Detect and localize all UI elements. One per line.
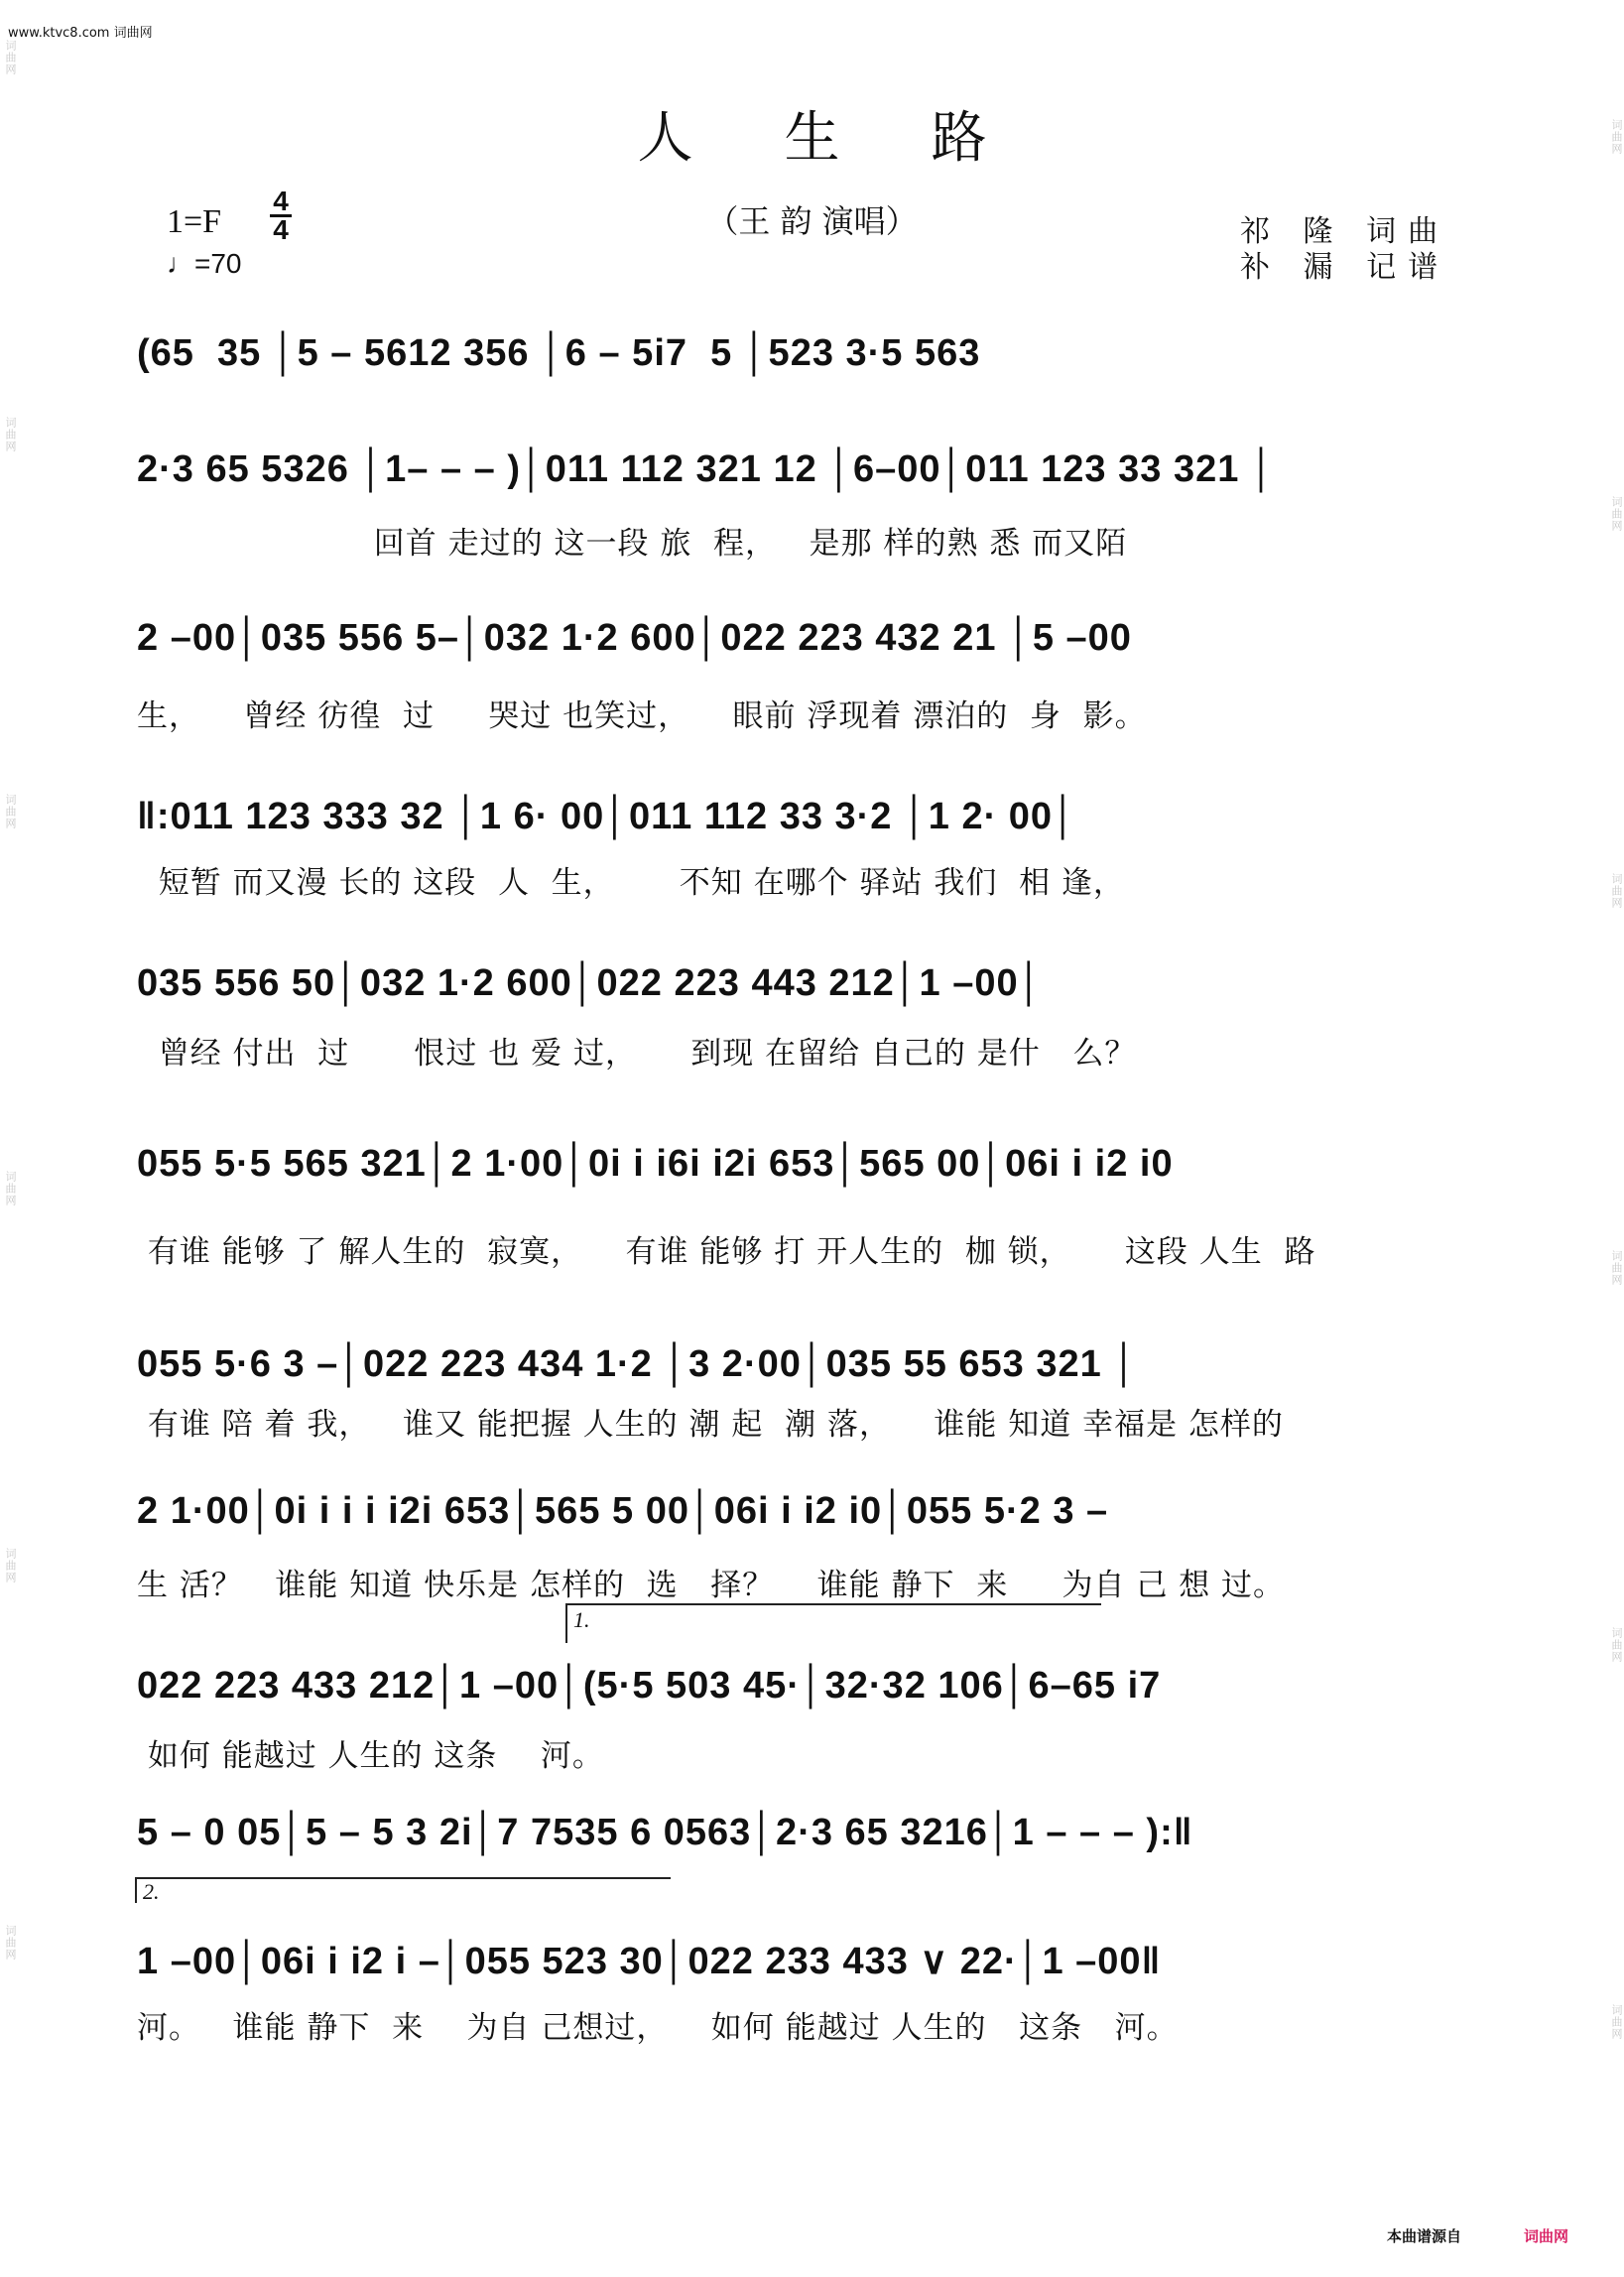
watermark-text: 词曲网: [4, 794, 17, 829]
score-line-9-lyrics: 如何 能越过 人生的 这条 河。: [137, 1738, 604, 1774]
credits: [1240, 214, 1449, 286]
performer-line: （王 韵 演唱）: [706, 202, 918, 240]
left-watermark-strip: [0, 0, 18, 2277]
watermark-text: 词曲网: [1610, 873, 1623, 909]
watermark-text: 词曲网: [4, 40, 17, 75]
score-line-3-lyrics: 生， 曾经 彷徨 过 哭过 也笑过， 眼前 浮现着 漂泊的 身 影。: [137, 698, 1147, 734]
transcriber: 补 漏 记谱: [1240, 250, 1450, 285]
watermark-text: 词曲网: [1610, 119, 1623, 155]
score-line-7-lyrics: 有谁 陪 着 我， 谁又 能把握 人生的 潮 起 潮 落， 谁能 知道 幸福是 怎样的: [137, 1407, 1284, 1443]
score-line-8-notes: 2 1·00│0i i i i i2i 653│565 5 00│06i i i2 i0│055 5·2 3 –: [137, 1490, 1109, 1532]
score-line-9-notes: 022 223 433 212│1 –00│(5·5 503 45·│32·32 106│6–65 i7: [137, 1665, 1162, 1707]
score-line-4-lyrics: 短暂 而又漫 长的 这段 人 生， 不知 在哪个 驿站 我们 相 逢，: [137, 865, 1125, 901]
lyricist-composer: 祁 隆 词曲: [1240, 214, 1450, 249]
watermark-text: 词曲网: [1610, 1250, 1623, 1286]
tempo-mark: ♩=70: [167, 248, 242, 279]
watermark-text: 词曲网: [4, 1548, 17, 1583]
watermark-text: 词曲网: [1610, 496, 1623, 532]
site-header-url: www.ktvc8.com 词曲网: [8, 26, 153, 41]
score-line-2-notes: 2·3 65 5326 │1– – – )│011 112 321 12 │6–00│011 123 33 321 │: [137, 448, 1276, 490]
volta-1-bracket-edge: [565, 1603, 567, 1643]
right-watermark-strip: [1606, 0, 1624, 2277]
time-signature-bottom: 4: [273, 214, 289, 245]
score-line-2-lyrics: 回首 走过的 这一段 旅 程， 是那 样的熟 悉 而又陌: [137, 526, 1128, 562]
score-line-10-notes: 5 – 0 05│5 – 5 3 2i│7 7535 6 0563│2·3 65 3216│1 – – – ):‖: [137, 1812, 1193, 1853]
watermark-text: 词曲网: [4, 1925, 17, 1961]
score-line-6-notes: 055 5·5 565 321│2 1·00│0i i i6i i2i 653│565 00│06i i i2 i0: [137, 1143, 1174, 1185]
score-line-5-notes: 035 556 50│032 1·2 600│022 223 443 212│1 –00│: [137, 962, 1044, 1004]
time-signature-top: 4: [273, 186, 289, 216]
volta-2-bracket: [135, 1877, 671, 1879]
watermark-text: 词曲网: [4, 417, 17, 452]
score-line-11-notes: 1 –00│06i i i2 i –│055 523 30│022 233 433 ∨ 22·│1 –00‖: [137, 1941, 1162, 1982]
footer-source: 本曲谱源自: [1387, 2227, 1462, 2245]
volta-2-bracket-edge: [135, 1877, 137, 1903]
score-line-1-notes: (65 35 │5 – 5612 356 │6 – 5i7 5 │523 3·5 563: [137, 332, 981, 374]
score-line-8-lyrics: 生 活？ 谁能 知道 快乐是 怎样的 选 择？ 谁能 静下 来 为自 己 想 过。: [137, 1568, 1286, 1603]
score-line-4-notes: ‖:011 123 333 32 │1 6· 00│011 112 33 3·2 │1 2· 00│: [137, 796, 1077, 837]
song-title: 人生路: [637, 106, 1078, 171]
score-line-6-lyrics: 有谁 能够 了 解人生的 寂寞， 有谁 能够 打 开人生的 枷 锁， 这段 人生 路: [137, 1234, 1316, 1270]
volta-2-label: 2.: [143, 1879, 160, 1904]
score-line-7-notes: 055 5·6 3 –│022 223 434 1·2 │3 2·00│035 55 653 321 │: [137, 1343, 1139, 1385]
time-signature: [270, 186, 292, 245]
score-line-5-lyrics: 曾经 付出 过 恨过 也 爱 过， 到现 在留给 自己的 是什 么？: [137, 1036, 1137, 1072]
score-line-3-notes: 2 –00│035 556 5–│032 1·2 600│022 223 432 21 │5 –00: [137, 617, 1132, 659]
watermark-text: 词曲网: [1610, 1627, 1623, 1663]
volta-1-label: 1.: [573, 1607, 590, 1632]
footer-brand-link[interactable]: 词曲网: [1524, 2227, 1569, 2245]
key-signature: 1=F: [167, 203, 222, 240]
score-line-11-lyrics: 河。 谁能 静下 来 为自 己想过， 如何 能越过 人生的 这条 河。: [137, 2010, 1179, 2046]
watermark-text: 词曲网: [1610, 2004, 1623, 2040]
volta-1-bracket: [565, 1603, 1101, 1605]
watermark-text: 词曲网: [4, 1171, 17, 1206]
